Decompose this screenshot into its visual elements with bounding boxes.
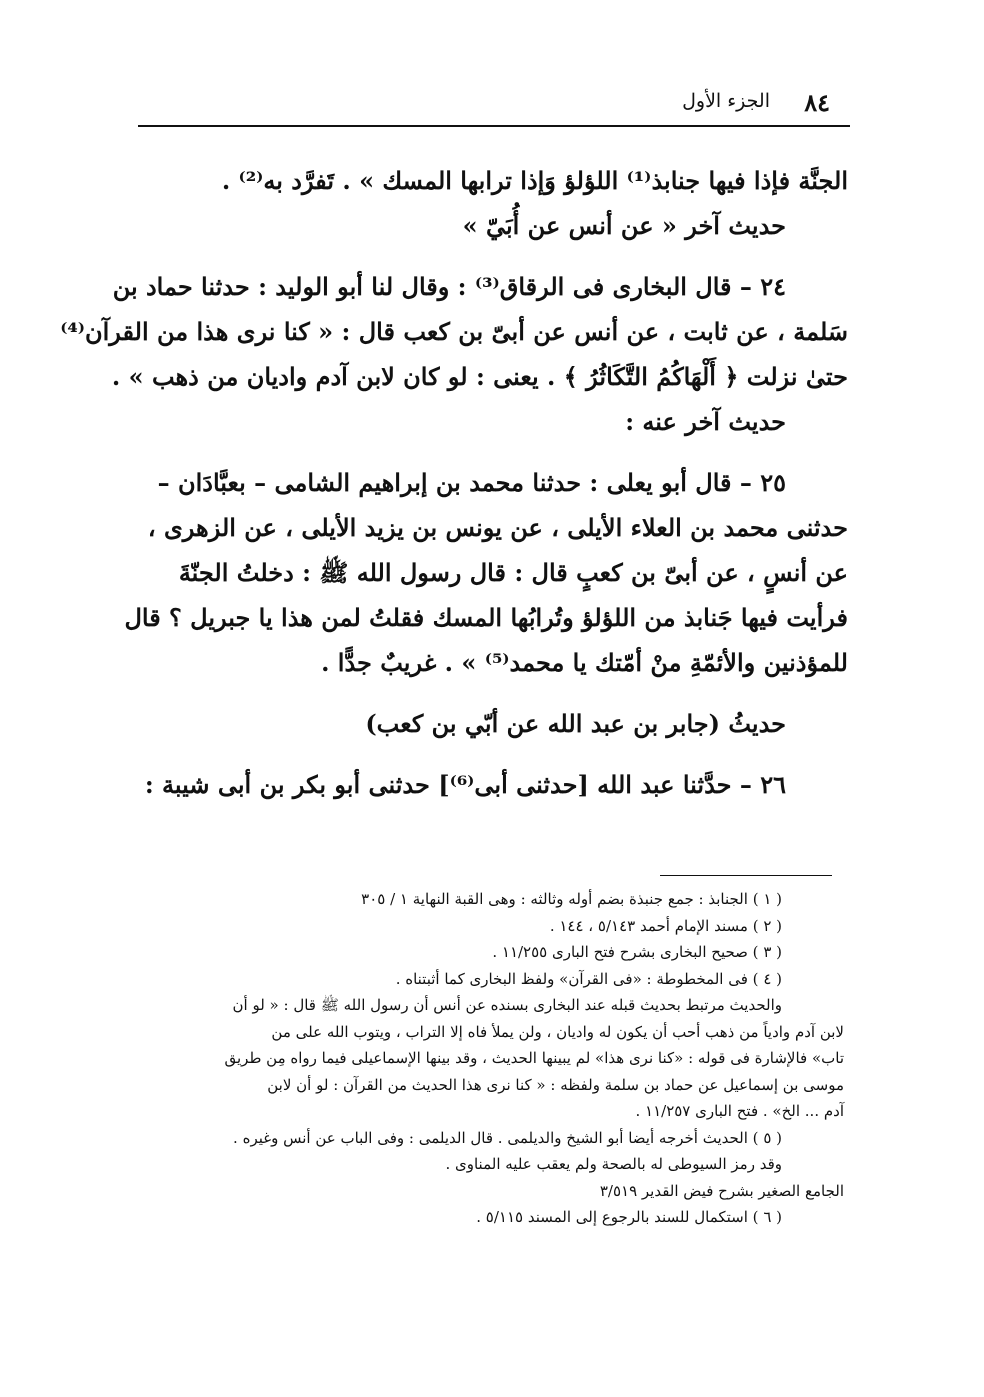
- page-number: ٨٤: [804, 88, 830, 117]
- footnote-4-continuation: لابن آدم وادياً من ذهب أحب أن يكون له واديان ، ولن يملأ فاه إلا التراب ، ويتوب الله على من: [271, 1022, 844, 1041]
- text-line: ٢٦ – حدَّثنا عبد الله [حدثنى أبى⁽⁶⁾] حدثنى أبو بكر بن أبى شيبة :: [144, 770, 786, 799]
- text-line: سَلمة ، عن ثابت ، عن أنس عن أبىّ بن كعب قال : « كنا نرى هذا من القرآن⁽⁴⁾: [60, 317, 848, 346]
- spacer: [132, 444, 848, 460]
- footnote-4-continuation: تاب» فالإشارة فى قوله : «كنا نرى هذا» لم يبينها الحديث ، وقد بينها الإسماعيلى فيما رواه مِن طريق: [224, 1049, 844, 1067]
- running-title: الجزء الأول: [682, 90, 770, 112]
- page-header: [134, 80, 846, 120]
- footnote-4-continuation: آدم ... الخ» . فتح البارى ١١/٢٥٧ .: [635, 1102, 844, 1120]
- footnote-6: ( ٦ ) استكمال للسند بالرجوع إلى المسند ٥/١١٥ .: [476, 1208, 782, 1226]
- footnote-3: ( ٣ ) صحيح البخارى بشرح فتح البارى ١١/٢٥٥ .: [492, 943, 782, 961]
- footnote-4: ( ٤ ) فى المخطوطة : «فى القرآن» ولفظ البخارى كما أثبتناه .: [395, 969, 782, 988]
- footnote-2: ( ٢ ) مسند الإمام أحمد ٥/١٤٣ ، ١٤٤ .: [549, 916, 782, 935]
- hadith-heading: حديثُ (جابر بن عبد الله عن أبّي بن كعب): [365, 709, 786, 738]
- spacer: [132, 685, 848, 701]
- text-line: ٢٥ – قال أبو يعلى : حدثنا محمد بن إبراهيم الشامى – بعبَّادَان –: [157, 468, 786, 497]
- text-line: حتىٰ نزلت ﴿ أَلْهَاكُمُ التَّكَاثُرُ ﴾ . يعنى : لو كان لابن آدم واديان من ذهب » .: [111, 362, 848, 391]
- text-line: حدثنى محمد بن العلاء الأيلى ، عن يونس بن يزيد الأيلى ، عن الزهرى ،: [147, 513, 848, 542]
- footnote-5-continuation: الجامع الصغير بشرح فيض القدير ٣/٥١٩: [599, 1181, 844, 1200]
- text-line: ٢٤ – قال البخارى فى الرقاق⁽³⁾ : وقال لنا أبو الوليد : حدثنا حماد بن: [112, 272, 786, 301]
- spacer: [132, 746, 848, 762]
- footnote-5: ( ٥ ) الحديث أخرجه أيضا أبو الشيخ والديلمى . قال الديلمى : وفى الباب عن أنس وغيره .: [233, 1128, 782, 1147]
- footnote-4-continuation: والحديث مرتبط بحديث قبله عند البخارى بسنده عن أنس أن رسول الله ﷺ قال : « لو أن: [232, 996, 782, 1014]
- footnote-1: ( ١ ) الجنابذ : جمع جنبذة بضم أوله وثالثه : وهى القبة النهاية ١ / ٣٠٥: [361, 890, 782, 908]
- text-line: فرأيت فيها جَنابذ من اللؤلؤ وتُرابُها المسك فقلتُ لمن هذا يا جبريل ؟ قال: [124, 603, 848, 632]
- footnote-4-continuation: موسى بن إسماعيل عن حماد بن سلمة ولفظه : « كنا نرى هذا الحديث من القرآن : لو أن لابن: [267, 1075, 844, 1094]
- footnotes: [132, 886, 844, 1231]
- footnote-5-continuation: وقد رمز السيوطى له بالصحة ولم يعقب عليه المناوى .: [445, 1155, 782, 1173]
- hadith-heading: حديث آخر عنه :: [625, 407, 786, 436]
- main-text: [60, 158, 848, 807]
- text-line: للمؤذنين والأئمّةِ منْ أمّتك يا محمد⁽⁵⁾ » . غريبٌ جدًّا .: [321, 648, 848, 677]
- hadith-heading: حديث آخر « عن أنس عن أُبَيّ »: [462, 211, 786, 240]
- text-line: عن أنسٍ ، عن أبىّ بن كعبٍ قال : قال رسول الله ﷺ : دخلتُ الجنّةَ: [178, 558, 848, 587]
- footnote-separator: [660, 875, 832, 876]
- spacer: [132, 248, 848, 264]
- text-line: الجنَّة فإذا فيها جنابذ⁽¹⁾ اللؤلؤ وَإذا ترابها المسك » . تَفرَّد به⁽²⁾ .: [221, 166, 848, 195]
- header-rule: [138, 125, 850, 127]
